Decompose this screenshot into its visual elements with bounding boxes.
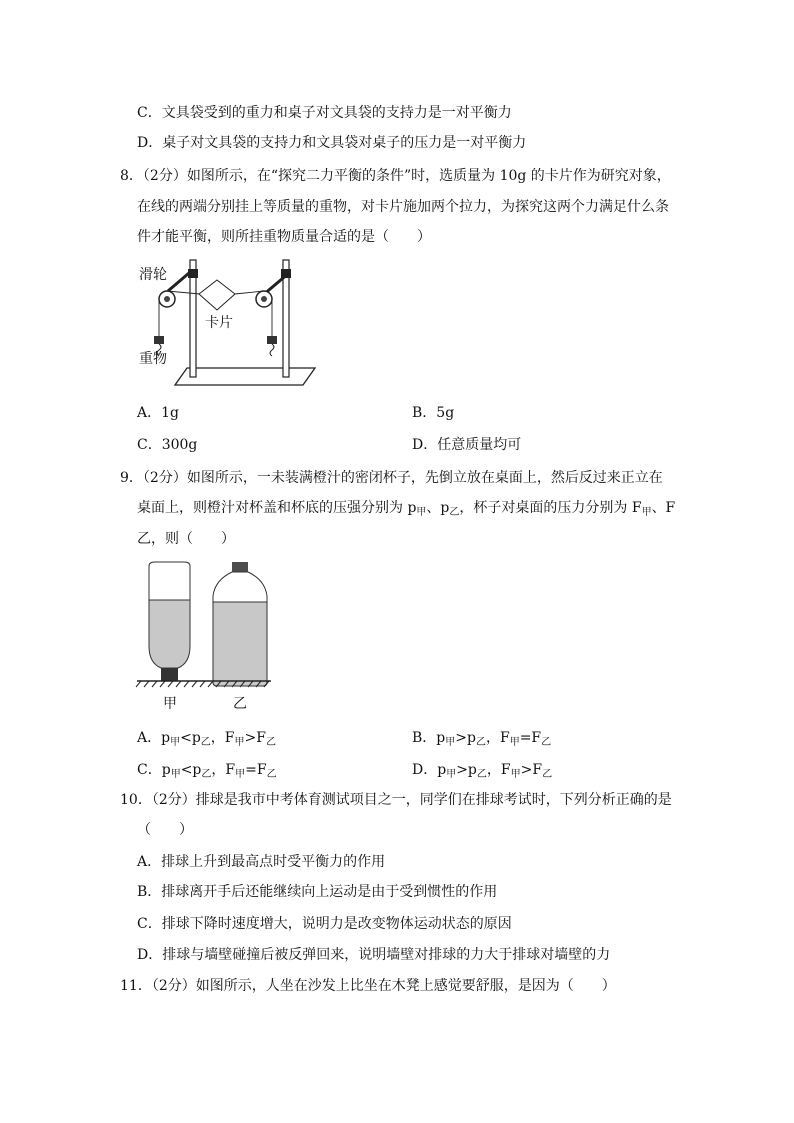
q10-option-b: B．排球离开手后还能继续向上运动是由于受到惯性的作用 [137,884,498,900]
q8-figure-two-force-balance [135,255,325,390]
q10-option-c: C．排球下降时速度增大，说明力是改变物体运动状态的原因 [137,916,512,932]
q10-option-d: D．排球与墙壁碰撞后被反弹回来，说明墙壁对排球的力大于排球对墙壁的力 [137,947,611,963]
q8-option-d: D．任意质量均可 [412,437,522,453]
q10-stem-line1: 10．（2分）排球是我市中考体育测试项目之一，同学们在排球考试时，下列分析正确的是 [120,792,672,808]
q9-figure-bottles [135,560,275,715]
jia-label: 甲 [163,696,177,712]
q10-stem-line2: （ ） [137,822,193,838]
q10-option-a: A．排球上升到最高点时受平衡力的作用 [137,854,386,870]
q9-stem-line3: 乙，则（ ） [137,531,235,547]
q8-option-b: B．5g [412,405,455,421]
q9-option-c: C．$p_甲<p_乙$，$F_甲=F_乙$ [137,762,277,780]
q8-stem-line2: 在线的两端分别挂上等质量的重物，对卡片施加两个拉力，为探究这两个力满足什么条 [137,199,669,215]
q9-stem-line2: 桌面上，则橙汁对杯盖和杯底的压强分别为 $p_甲$、$p_乙$，杯子对桌面的压力分别为 $F_甲$、F [137,500,676,518]
q7-option-c: C．文具袋受到的重力和桌子对文具袋的支持力是一对平衡力 [137,105,512,121]
pulley-label: 滑轮 [139,267,167,283]
q9-option-d: D．$p_甲>p_乙$，$F_甲>F_乙$ [412,762,553,780]
q8-option-a: A．1g [137,405,179,421]
card-label: 卡片 [205,315,233,331]
yi-label: 乙 [233,696,247,712]
q7-option-d: D．桌子对文具袋的支持力和文具袋对桌子的压力是一对平衡力 [137,135,527,151]
q9-stem-line1: 9．（2分）如图所示，一未装满橙汁的密闭杯子，先倒立放在桌面上，然后反过来正立在 [120,470,663,486]
q8-stem-line3: 件才能平衡，则所挂重物质量合适的是（ ） [137,229,431,245]
q9-option-b: B．$p_甲>p_乙$，$F_甲=F_乙$ [412,730,552,748]
q8-stem-line1: 8．（2分）如图所示，在“探究二力平衡的条件”时，选质量为 10g 的卡片作为研究对象， [120,168,671,184]
q8-option-c: C．300g [137,437,198,453]
card-shape [199,280,235,310]
q11-stem-line1: 11．（2分）如图所示，人坐在沙发上比坐在木凳上感觉要舒服，是因为（ ） [120,978,616,994]
weight-label: 重物 [139,351,167,367]
q9-option-a: A．$p_甲<p_乙$，$F_甲>F_乙$ [137,730,276,748]
